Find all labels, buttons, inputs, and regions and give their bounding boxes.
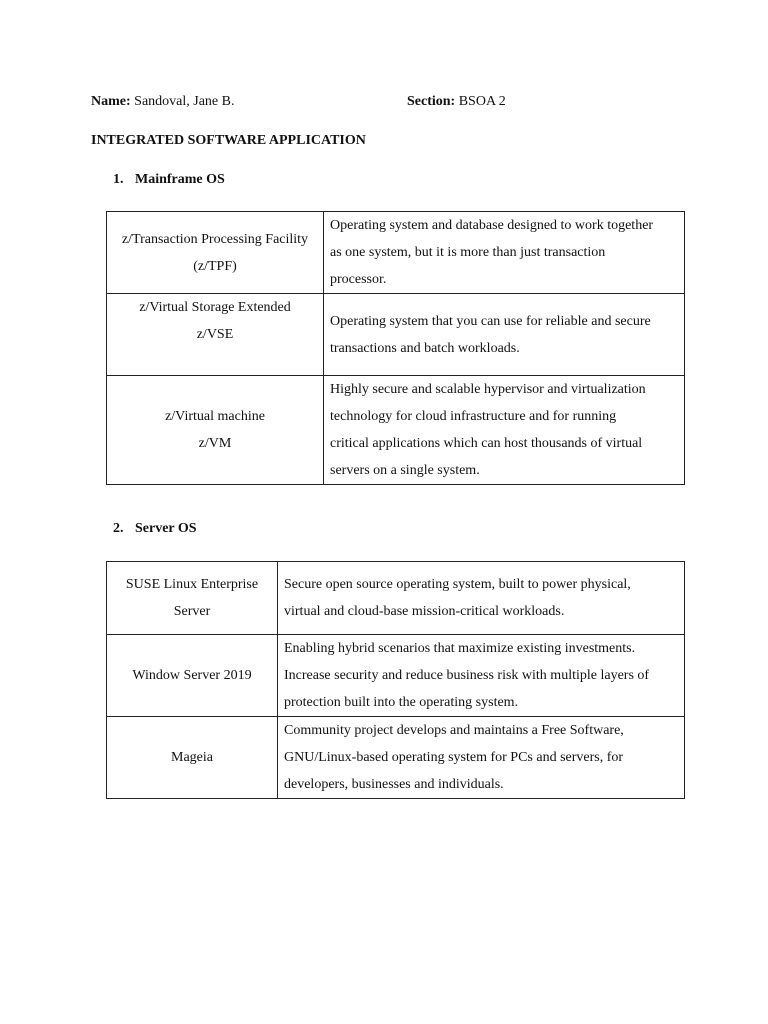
table-row — [107, 717, 685, 799]
os-description-cell — [278, 635, 685, 717]
os-desc-line: transactions and batch workloads. — [330, 340, 520, 356]
student-section — [407, 94, 506, 110]
os-desc-line: protection built into the operating system. — [284, 695, 519, 710]
os-desc-line: Secure open source operating system, built to power physical, — [284, 577, 631, 592]
os-name-cell — [107, 562, 278, 635]
server-os-table — [106, 561, 685, 799]
os-name-line: z/VSE — [196, 327, 234, 342]
table-row — [107, 562, 685, 635]
os-desc-line: servers on a single system. — [330, 463, 480, 478]
os-name-line: z/Transaction Processing Facility — [121, 231, 309, 247]
name-label: Name: — [91, 94, 131, 109]
section-heading-server — [113, 521, 197, 537]
os-name-line: z/VM — [198, 436, 232, 451]
os-name-cell — [107, 294, 324, 376]
section-value: BSOA 2 — [458, 94, 506, 109]
table-row — [107, 212, 685, 294]
section-number: 1. — [113, 172, 124, 187]
name-value: Sandoval, Jane B. — [134, 94, 235, 109]
student-name — [91, 94, 234, 110]
os-name-cell — [107, 376, 324, 485]
os-description-cell — [324, 212, 685, 294]
os-description-cell — [324, 294, 685, 376]
table-row — [107, 294, 685, 376]
os-desc-line: developers, businesses and individuals. — [284, 777, 504, 792]
os-description-cell — [324, 376, 685, 485]
section-label: Section: — [407, 94, 456, 109]
os-name-line: z/Virtual Storage Extended — [139, 300, 291, 315]
os-desc-line: Increase security and reduce business risk with multiple layers of — [284, 668, 650, 683]
os-desc-line: GNU/Linux-based operating system for PCs and servers, for — [284, 750, 624, 765]
section-heading-text: Server OS — [135, 521, 197, 536]
os-desc-line: Operating system and database designed to work together — [330, 218, 654, 233]
os-name-line: Server — [173, 604, 211, 619]
os-name-line: Window Server 2019 — [132, 668, 252, 683]
os-name-line: (z/TPF) — [193, 258, 237, 274]
document-title: INTEGRATED SOFTWARE APPLICATION — [91, 133, 366, 148]
table-row — [107, 376, 685, 485]
os-desc-line: Enabling hybrid scenarios that maximize existing investments. — [284, 641, 636, 656]
os-desc-line: Community project develops and maintains a Free Software, — [284, 723, 624, 738]
os-name-cell — [107, 212, 324, 294]
os-desc-line: processor. — [330, 272, 387, 287]
os-description-cell — [278, 562, 685, 635]
os-desc-line: virtual and cloud-base mission-critical workloads. — [284, 604, 565, 619]
section-heading-mainframe — [113, 172, 225, 188]
os-name-cell — [107, 635, 278, 717]
os-name-line: SUSE Linux Enterprise — [125, 577, 259, 592]
os-desc-line: technology for cloud infrastructure and for running — [330, 409, 617, 424]
os-desc-line: Highly secure and scalable hypervisor and virtualization — [330, 382, 646, 397]
os-description-cell — [278, 717, 685, 799]
os-desc-line: as one system, but it is more than just transaction — [330, 245, 606, 260]
os-desc-line: critical applications which can host thousands of virtual — [330, 436, 643, 451]
section-number: 2. — [113, 521, 124, 536]
mainframe-os-table — [106, 211, 685, 485]
os-name-cell — [107, 717, 278, 799]
os-desc-line: Operating system that you can use for reliable and secure — [330, 313, 651, 329]
os-name-line: z/Virtual machine — [165, 409, 265, 424]
header-row — [91, 94, 691, 114]
section-heading-text: Mainframe OS — [135, 172, 225, 187]
os-name-line: Mageia — [171, 750, 213, 765]
table-row — [107, 635, 685, 717]
